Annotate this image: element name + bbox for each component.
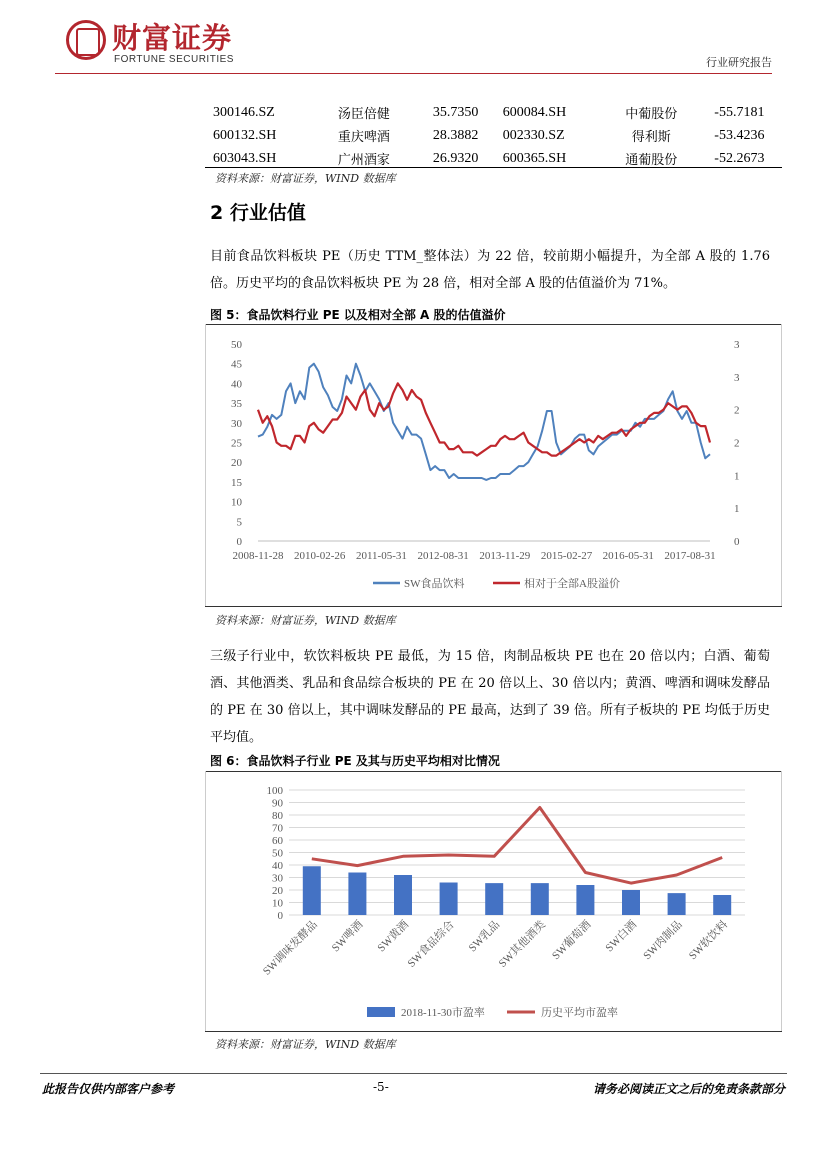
y-tick-label: 35 [231,398,242,411]
bar [713,895,731,915]
stock-code: 600132.SH [213,127,277,143]
bar [622,890,640,915]
x-tick-label: 2010-02-26 [294,550,346,562]
table-row [205,124,782,147]
y-tick-label: 5 [236,516,242,529]
y2-tick-label: 1 [734,503,740,516]
stock-name: 重庆啤酒 [337,130,390,145]
stock-value: 26.9320 [432,150,479,166]
y-tick-label: 0 [277,910,283,922]
sub-industry-pe-chart [205,772,782,1030]
figure-bottom-border [205,606,782,607]
source-note: 资料来源：财富证券，WIND 数据库 [215,1038,396,1051]
y-tick-label: 25 [231,437,242,450]
y2-tick-label: 2 [734,437,740,450]
stock-name: 通葡股份 [625,153,678,168]
series-line [312,808,722,884]
x-tick-label: SW白酒 [603,918,640,955]
stock-code: 600365.SH [502,150,567,166]
x-tick-label: SW其他酒类 [496,918,548,970]
x-tick-label: 2016-05-31 [602,550,654,562]
x-tick-label: SW软饮料 [686,918,731,963]
footer-notice: 请务必阅读正文之后的免责条款部分 [592,1082,785,1096]
bar [576,885,594,915]
stock-name: 广州酒家 [337,153,390,168]
legend-swatch [367,1007,395,1017]
y2-tick-label: 3 [734,339,740,351]
stock-name: 中葡股份 [625,107,678,122]
y-tick-label: 45 [231,358,242,371]
bar [440,883,458,916]
legend-label: 相对于全部A股溢价 [524,578,620,590]
source-note: 资料来源：财富证券，WIND 数据库 [215,172,396,185]
paragraph: 目前食品饮料板块 PE（历史 TTM_整体法）为 22 倍，较前期小幅提升，为全部 A 股的 1.76 倍。历史平均的食品饮料板块 PE 为 28 倍，相对全部 A 股的估值溢价为 71%。 [210,249,770,291]
x-tick-label: SW食品综合 [405,918,457,970]
stock-name: 得利斯 [631,130,671,145]
y2-tick-label: 1 [734,470,740,483]
stock-value: -53.4236 [714,127,765,143]
series-line [258,383,710,455]
y-tick-label: 20 [231,457,242,470]
bar [485,883,503,915]
footer-disclaimer: 此报告仅供内部客户参考 [42,1082,175,1096]
y-tick-label: 30 [231,417,242,430]
y-tick-label: 70 [272,822,283,835]
x-tick-label: 2012-08-31 [417,550,469,562]
x-tick-label: SW葡萄酒 [550,918,594,963]
x-tick-label: 2008-11-28 [232,550,284,562]
x-tick-label: 2011-05-31 [355,550,407,562]
legend-label: SW食品饮料 [404,578,465,590]
y-tick-label: 10 [231,496,242,509]
y2-tick-label: 3 [734,371,740,384]
y-tick-label: 10 [272,897,283,910]
x-tick-label: 2013-11-29 [479,550,531,562]
source-note: 资料来源：财富证券，WIND 数据库 [215,614,396,627]
y-tick-label: 15 [231,476,242,489]
stock-value: 35.7350 [432,104,479,120]
logo-subtitle: FORTUNE SECURITIES [114,54,234,65]
x-tick-label: SW调味发酵品 [260,918,320,978]
x-tick-label: SW乳品 [466,918,503,955]
y-tick-label: 40 [272,860,283,872]
legend-label: 历史平均市盈率 [541,1007,618,1019]
stock-table [205,101,782,170]
table-row [205,101,782,124]
y-tick-label: 50 [231,339,242,351]
x-tick-label: SW肉制品 [641,918,685,963]
figure-title: 图 6：食品饮料子行业 PE 及其与历史平均相对比情况 [210,754,500,768]
logo-emblem-icon [66,20,106,60]
x-tick-label: SW黄酒 [375,918,412,955]
y-tick-label: 30 [272,872,283,885]
y-tick-label: 50 [272,847,283,860]
y2-tick-label: 2 [734,404,740,417]
y2-tick-label: 0 [734,536,740,548]
section-title: 2 行业估值 [210,202,306,224]
page-number: -5- [373,1080,389,1094]
y-tick-label: 20 [272,885,283,897]
y-tick-label: 100 [266,785,283,797]
x-tick-label: 2017-08-31 [664,550,716,562]
bar [668,893,686,915]
y-tick-label: 40 [231,378,242,391]
stock-value: -55.7181 [714,104,765,120]
pe-line-chart [205,325,782,605]
stock-name: 汤臣倍健 [337,107,390,122]
logo-text: 财富证券 [112,21,233,55]
stock-code: 300146.SZ [213,104,275,120]
table-bottom-border [205,167,782,168]
y-tick-label: 0 [236,536,242,548]
figure-bottom-border [205,1031,782,1032]
header-divider [55,73,772,74]
bar [303,866,321,915]
y-tick-label: 80 [272,810,283,822]
legend-label: 2018-11-30市盈率 [401,1007,485,1019]
footer-divider [40,1073,787,1074]
bar [394,875,412,915]
stock-code: 603043.SH [213,150,277,166]
y-tick-label: 60 [272,835,283,847]
stock-code: 002330.SZ [502,127,565,143]
bar [531,883,549,915]
bar [348,873,366,916]
stock-value: 28.3882 [432,127,479,143]
paragraph: 三级子行业中，软饮料板块 PE 最低，为 15 倍，肉制品板块 PE 也在 20 倍以内；白酒、葡萄酒、其他酒类、乳品和食品综合板块的 PE 在 20 倍以上、30 倍以内；黄酒、啤酒和调味发酵品的 PE 在 30 倍以上，其中调味发酵品的 PE 最高，达到了 39 倍。所有子板块的 PE 均低于历史平均值。 [210,649,770,745]
x-tick-label: 2015-02-27 [540,550,593,562]
y-tick-label: 90 [272,797,283,810]
x-tick-label: SW啤酒 [329,918,366,955]
figure-title: 图 5：食品饮料行业 PE 以及相对全部 A 股的估值溢价 [210,308,506,322]
report-type-label: 行业研究报告 [706,56,772,69]
stock-code: 600084.SH [502,104,567,120]
stock-value: -52.2673 [714,150,765,166]
